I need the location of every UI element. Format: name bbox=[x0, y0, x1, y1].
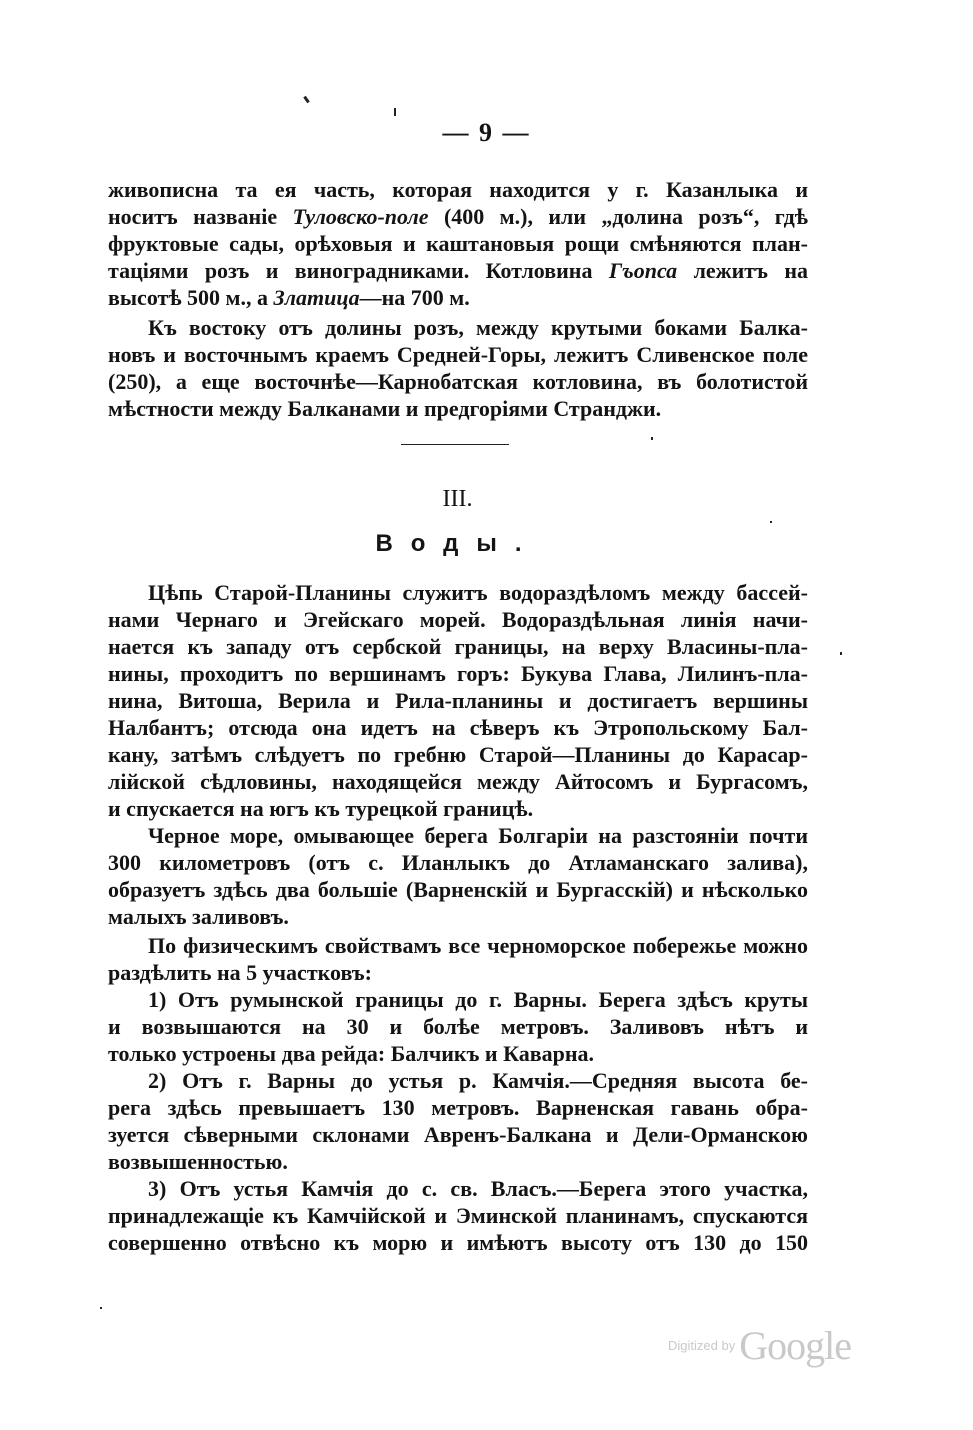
ink-speck bbox=[100, 1307, 102, 1309]
place-name-italic: Туловско-поле bbox=[292, 204, 429, 229]
text-line bbox=[108, 284, 470, 312]
text-run: —на 700 м. bbox=[359, 285, 470, 310]
text-run: носитъ названіе bbox=[108, 204, 278, 229]
text-line: образуетъ здѣсь два большіе (Варненскій и Бургасскій) и нѣсколько bbox=[108, 877, 808, 902]
digitized-watermark bbox=[668, 1322, 878, 1372]
text-line: нины, проходитъ по вершинамъ горъ: Букува Глава, Лилинъ-пла- bbox=[108, 661, 808, 686]
text-line: нина, Витоша, Верила и Рила-планины и достигаетъ вершины bbox=[108, 688, 808, 713]
text-line: 1) Отъ румынской границы до г. Варны. Берега здѣсъ круты bbox=[148, 987, 808, 1012]
ink-speck bbox=[840, 652, 842, 655]
text-line: нается къ западу отъ сербской границы, на верху Власины-пла- bbox=[108, 634, 808, 659]
text-line: 300 километровъ (отъ с. Иланлыкъ до Атламанскаго залива), bbox=[108, 850, 808, 875]
text-line: малыхъ заливовъ. bbox=[108, 904, 289, 929]
text-line: раздѣлить на 5 участковъ: bbox=[108, 960, 372, 985]
watermark-digitized-by: Digitized by bbox=[668, 1338, 736, 1353]
text-line: новъ и восточнымъ краемъ Средней-Горы, лежитъ Сливенское поле bbox=[108, 342, 808, 367]
text-line: 3) Отъ устья Камчія до с. св. Власъ.—Берега этого участка, bbox=[148, 1176, 808, 1201]
text-line: живописна та ея часть, которая находится у г. Казанлыка и bbox=[108, 177, 808, 202]
text-line: Черное море, омывающее берега Болгаріи на разстояніи почти bbox=[148, 823, 808, 848]
ink-speck bbox=[770, 521, 772, 523]
text-line: возвышенностью. bbox=[108, 1149, 288, 1174]
text-line: рега здѣсь превышаетъ 130 метровъ. Варненская гавань обра- bbox=[108, 1095, 808, 1120]
ink-speck bbox=[394, 108, 396, 116]
section-number: III. bbox=[442, 486, 473, 512]
text-run: (400 м.), или „долина розъ“, гдѣ bbox=[443, 204, 808, 229]
text-line: зуется сѣверными склонами Авренъ-Балкана и Дели-Орманскою bbox=[108, 1122, 808, 1147]
text-line: 2) Отъ г. Варны до устья р. Камчія.—Средняя высота бе- bbox=[148, 1068, 808, 1093]
text-line: По физическимъ свойствамъ все черноморское побережье можно bbox=[148, 933, 808, 958]
text-run: высотѣ 500 м., а bbox=[108, 285, 269, 310]
text-line: нами Чернаго и Эгейскаго морей. Водораздѣльная линія начи- bbox=[108, 607, 808, 632]
text-run: лежитъ на bbox=[693, 258, 808, 283]
text-line: лійской сѣдловины, находящейся между Айтосомъ и Бургасомъ, bbox=[108, 769, 808, 794]
text-line: совершенно отвѣсно къ морю и имѣютъ высоту отъ 130 до 150 bbox=[108, 1230, 808, 1255]
text-line bbox=[108, 203, 808, 231]
section-title: Воды. bbox=[375, 530, 540, 557]
text-line bbox=[108, 257, 808, 285]
text-line: Цѣпь Старой-Планины служитъ водораздѣломъ между бассей- bbox=[148, 580, 808, 605]
text-line: Къ востоку отъ долины розъ, между крутыми боками Балка- bbox=[148, 315, 808, 340]
text-line: фруктовые сады, орѣховыя и каштановыя рощи смѣняются план- bbox=[108, 231, 808, 256]
text-line: и спускается на югъ къ турецкой границѣ. bbox=[108, 796, 534, 821]
place-name-italic: Гъопса bbox=[608, 258, 678, 283]
text-line: принадлежащіе къ Камчійской и Эминской планинамъ, спускаются bbox=[108, 1203, 808, 1228]
ink-speck bbox=[303, 96, 309, 103]
text-line: мѣстности между Балканами и предгоріями Странджи. bbox=[108, 396, 662, 421]
watermark-google-logo: Google bbox=[739, 1323, 851, 1368]
ink-speck bbox=[651, 437, 653, 440]
text-line: только устроены два рейда: Балчикъ и Каварна. bbox=[108, 1041, 595, 1066]
section-divider bbox=[401, 444, 509, 445]
text-line: кану, затѣмъ слѣдуетъ по гребню Старой—Планины до Карасар- bbox=[108, 742, 808, 767]
text-line: Налбантъ; отсюда она идетъ на сѣверъ къ Этропольскому Бал- bbox=[108, 715, 808, 740]
place-name-italic: Златица bbox=[273, 285, 360, 310]
text-run: таціями розъ и виноградниками. Котловина bbox=[108, 258, 593, 283]
text-line: (250), а еще восточнѣе—Карнобатская котловина, въ болотистой bbox=[108, 369, 808, 394]
text-line: и возвышаются на 30 и болѣе метровъ. Заливовъ нѣтъ и bbox=[108, 1014, 808, 1039]
page-number: — 9 — bbox=[442, 118, 531, 147]
